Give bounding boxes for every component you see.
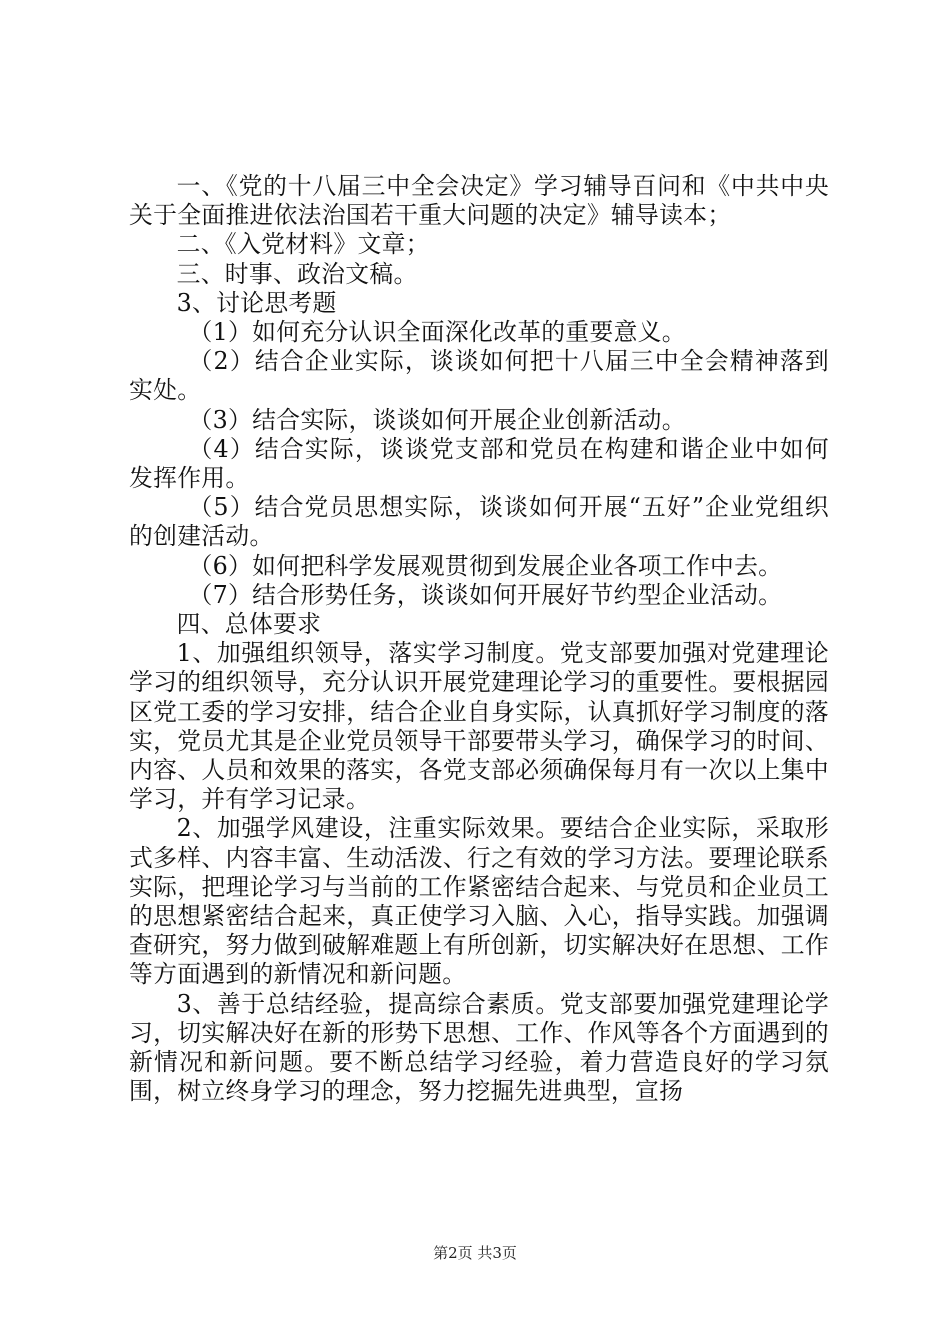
discussion-question-5: （5）结合党员思想实际，谈谈如何开展“五好”企业党组织的创建活动。 xyxy=(129,493,829,551)
requirement-paragraph-1: 1、加强组织领导，落实学习制度。党支部要加强对党建理论学习的组织领导，充分认识开展党建理论学习的重要性。要根据园区党工委的学习安排，结合企业自身实际，认真抓好学习制度的落实，党员尤其是企业党员领导干部要带头学习，确保学习的时间、内容、人员和效果的落实，各党支部必须确保每月有一次以上集中学习，并有学习记录。 xyxy=(129,639,829,814)
discussion-question-3: （3）结合实际，谈谈如何开展企业创新活动。 xyxy=(188,405,686,434)
page-number-footer: 第2页 共3页 xyxy=(433,1244,517,1262)
discussion-question-2: （2）结合企业实际，谈谈如何把十八届三中全会精神落到实处。 xyxy=(129,347,829,405)
section-heading-requirements: 四、总体要求 xyxy=(176,610,322,639)
requirement-paragraph-3: 3、善于总结经验，提高综合素质。党支部要加强党建理论学习，切实解决好在新的形势下思想、工作、作风等各个方面遇到的新情况和新问题。要不断总结学习经验，着力营造良好的学习氛围，树立终身学习的理念，努力挖掘先进典型，宣扬 xyxy=(129,989,829,1106)
paragraph-reading-material-2: 二、《入党材料》文章； xyxy=(176,230,430,259)
paragraph-reading-material-3: 三、时事、政治文稿。 xyxy=(176,259,418,288)
document-body xyxy=(129,172,829,1107)
discussion-question-1: （1）如何充分认识全面深化改革的重要意义。 xyxy=(188,318,686,347)
discussion-question-6: （6）如何把科学发展观贯彻到发展企业各项工作中去。 xyxy=(188,551,783,580)
discussion-question-7: （7）结合形势任务，谈谈如何开展好节约型企业活动。 xyxy=(188,580,783,609)
requirement-paragraph-2: 2、加强学风建设，注重实际效果。要结合企业实际，采取形式多样、内容丰富、生动活泼、行之有效的学习方法。要理论联系实际，把理论学习与当前的工作紧密结合起来、与党员和企业员工的思想紧密结合起来，真正使学习入脑、入心，指导实践。加强调查研究，努力做到破解难题上有所创新，切实解决好在思想、工作等方面遇到的新情况和新问题。 xyxy=(129,814,829,989)
section-heading-discussion: 3、讨论思考题 xyxy=(176,288,337,317)
paragraph-reading-material-1: 一、《党的十八届三中全会决定》学习辅导百问和《中共中央关于全面推进依法治国若干重大问题的决定》辅导读本； xyxy=(129,172,829,230)
discussion-question-4: （4）结合实际，谈谈党支部和党员在构建和谐企业中如何发挥作用。 xyxy=(129,434,829,493)
